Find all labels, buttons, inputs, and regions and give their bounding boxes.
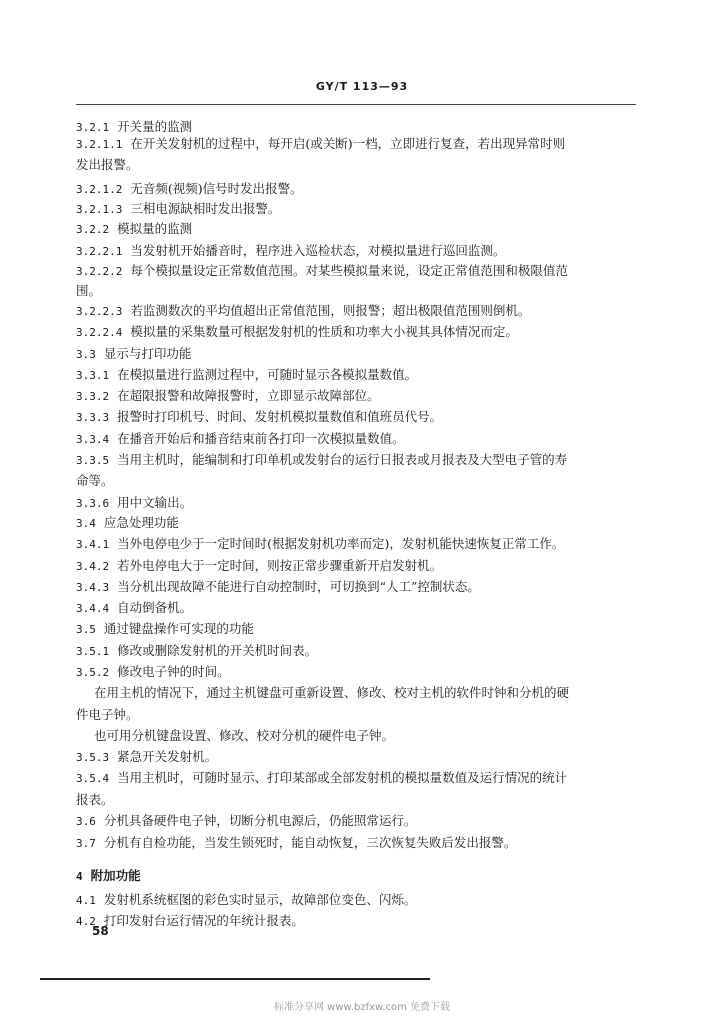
text-line	[76, 346, 191, 363]
section-number: 3.2.2.1	[76, 245, 123, 258]
text-line	[76, 263, 568, 280]
text-line	[76, 431, 405, 448]
line-text: 也可用分机键盘设置、修改、校对分机的硬件电子钟。	[94, 728, 395, 743]
section-number: 3.4.1	[76, 538, 110, 551]
text-line	[76, 409, 442, 426]
section-number: 4.2	[76, 915, 96, 928]
line-text: 当分机出现故障不能进行自动控制时，可切换到“人工”控制状态。	[117, 579, 480, 594]
line-text: 紧急开关发射机。	[117, 749, 218, 764]
text-line	[76, 536, 564, 553]
line-text: 在用主机的情况下，通过主机键盘可重新设置、修改、校对主机的软件时钟和分机的硬	[94, 685, 570, 700]
text-line	[76, 119, 192, 136]
text-line	[76, 473, 114, 489]
document-header: GY/T 113—93	[315, 80, 409, 93]
line-text: 附加功能	[90, 868, 141, 883]
section-number: 3.2.1.2	[76, 183, 123, 196]
line-text: 在超限报警和故障报警时，立即显示故障部位。	[117, 388, 380, 403]
text-line	[76, 303, 530, 320]
text-line	[76, 835, 516, 852]
line-text: 通过键盘操作可实现的功能	[103, 621, 254, 636]
section-number: 3.3.6	[76, 497, 110, 510]
line-text: 在播音开始后和播音结束前各打印一次模拟量数值。	[117, 431, 405, 446]
text-line	[76, 201, 280, 218]
line-text: 当用主机时，能编制和打印单机或发射台的运行日报表或月报表及大型电子管的寿	[117, 452, 568, 467]
section-number: 3.2.1.1	[76, 138, 123, 151]
section-number: 3.5	[76, 623, 96, 636]
line-text: 模拟量的监测	[117, 221, 193, 236]
text-line	[76, 868, 141, 885]
line-text: 显示与打印功能	[103, 346, 192, 361]
text-line	[76, 283, 101, 299]
section-number: 4	[76, 870, 83, 883]
line-text: 发出报警。	[76, 157, 139, 172]
section-number: 3.5.3	[76, 751, 110, 764]
text-line	[76, 181, 303, 198]
line-text: 发射机系统框图的彩色实时显示，故障部位变色、闪烁。	[103, 892, 417, 907]
text-line	[76, 770, 567, 787]
line-text: 打印发射台运行情况的年统计报表。	[103, 913, 304, 928]
section-number: 3.5.2	[76, 666, 110, 679]
section-number: 3.3.3	[76, 411, 110, 424]
line-text: 件电子钟。	[76, 707, 139, 722]
text-line	[76, 643, 317, 660]
section-number: 3.3.2	[76, 390, 110, 403]
section-number: 3.3	[76, 348, 96, 361]
line-text: 修改电子钟的时间。	[117, 664, 230, 679]
line-text: 分机具备硬件电子钟，切断分机电源后，仍能照常运行。	[103, 813, 417, 828]
line-text: 报警时打印机号、时间、发射机模拟量数值和值班员代号。	[117, 409, 443, 424]
line-text: 无音频(视频)信号时发出报警。	[130, 181, 303, 196]
text-line	[76, 157, 139, 173]
line-text: 围。	[76, 283, 102, 298]
text-line	[76, 136, 565, 153]
text-line	[76, 813, 416, 830]
section-number: 3.2.2.4	[76, 326, 123, 339]
footer-rule	[40, 978, 430, 980]
line-text: 开关量的监测	[117, 119, 193, 134]
text-line	[76, 892, 416, 909]
section-number: 3.4.2	[76, 560, 110, 573]
section-number: 3.7	[76, 837, 96, 850]
section-number: 3.4.4	[76, 602, 110, 615]
section-number: 3.2.1.3	[76, 203, 123, 216]
section-number: 4.1	[76, 894, 96, 907]
line-text: 报表。	[76, 792, 114, 807]
line-text: 若外电停电大于一定时间，则按正常步骤重新开启发射机。	[117, 558, 443, 573]
text-line	[76, 388, 380, 405]
watermark-footer: 标准分享网 www.bzfxw.com 免费下载	[274, 1002, 450, 1013]
text-line	[76, 621, 254, 638]
line-text: 当外电停电少于一定时间时(根据发射机功率而定)，发射机能快速恢复正常工作。	[117, 536, 565, 551]
section-number: 3.4	[76, 517, 96, 530]
text-line	[76, 664, 230, 681]
text-line	[76, 558, 442, 575]
section-number: 3.2.2	[76, 223, 110, 236]
line-text: 自动倒备机。	[117, 600, 193, 615]
text-line	[76, 495, 192, 512]
section-number: 3.2.2.3	[76, 305, 123, 318]
section-number: 3.5.1	[76, 645, 110, 658]
section-number: 3.6	[76, 815, 96, 828]
section-number: 3.2.2.2	[76, 265, 123, 278]
section-number: 3.5.4	[76, 772, 110, 785]
section-number: 3.3.1	[76, 369, 110, 382]
line-text: 在模拟量进行监测过程中，可随时显示各模拟量数值。	[117, 367, 418, 382]
line-text: 用中文输出。	[117, 495, 193, 510]
text-line	[94, 728, 394, 744]
line-text: 当用主机时，可随时显示、打印某部或全部发射机的模拟量数值及运行情况的统计	[117, 770, 568, 785]
section-number: 3.2.1	[76, 121, 110, 134]
text-line	[76, 452, 567, 469]
text-line	[76, 221, 192, 238]
text-line	[76, 792, 114, 808]
text-line	[76, 579, 480, 596]
section-number: 3.4.3	[76, 581, 110, 594]
line-text: 在开关发射机的过程中，每开启(或关断)一档，立即进行复查，若出现异常时则	[130, 136, 566, 151]
header-rule	[76, 104, 636, 105]
line-text: 每个模拟量设定正常数值范围。对某些模拟量来说，设定正常值范围和极限值范	[130, 263, 568, 278]
text-line	[76, 243, 505, 260]
text-line	[94, 685, 569, 701]
text-line	[76, 367, 417, 384]
text-line	[76, 913, 304, 930]
line-text: 若监测数次的平均值超出正常值范围，则报警；超出极限值范围则倒机。	[130, 303, 531, 318]
line-text: 当发射机开始播音时，程序进入巡检状态，对模拟量进行巡回监测。	[130, 243, 506, 258]
text-line	[76, 324, 518, 341]
text-line	[76, 600, 192, 617]
section-number: 3.3.5	[76, 454, 110, 467]
line-text: 修改或删除发射机的开关机时间表。	[117, 643, 318, 658]
text-line	[76, 749, 217, 766]
line-text: 三相电源缺相时发出报警。	[130, 201, 281, 216]
line-text: 模拟量的采集数量可根据发射机的性质和功率大小视其具体情况而定。	[130, 324, 518, 339]
text-line	[76, 515, 179, 532]
page-number: 58	[92, 924, 109, 938]
line-text: 命等。	[76, 473, 114, 488]
section-number: 3.3.4	[76, 433, 110, 446]
line-text: 应急处理功能	[103, 515, 179, 530]
text-line	[76, 707, 139, 723]
line-text: 分机有自检功能，当发生锁死时，能自动恢复，三次恢复失败后发出报警。	[103, 835, 517, 850]
